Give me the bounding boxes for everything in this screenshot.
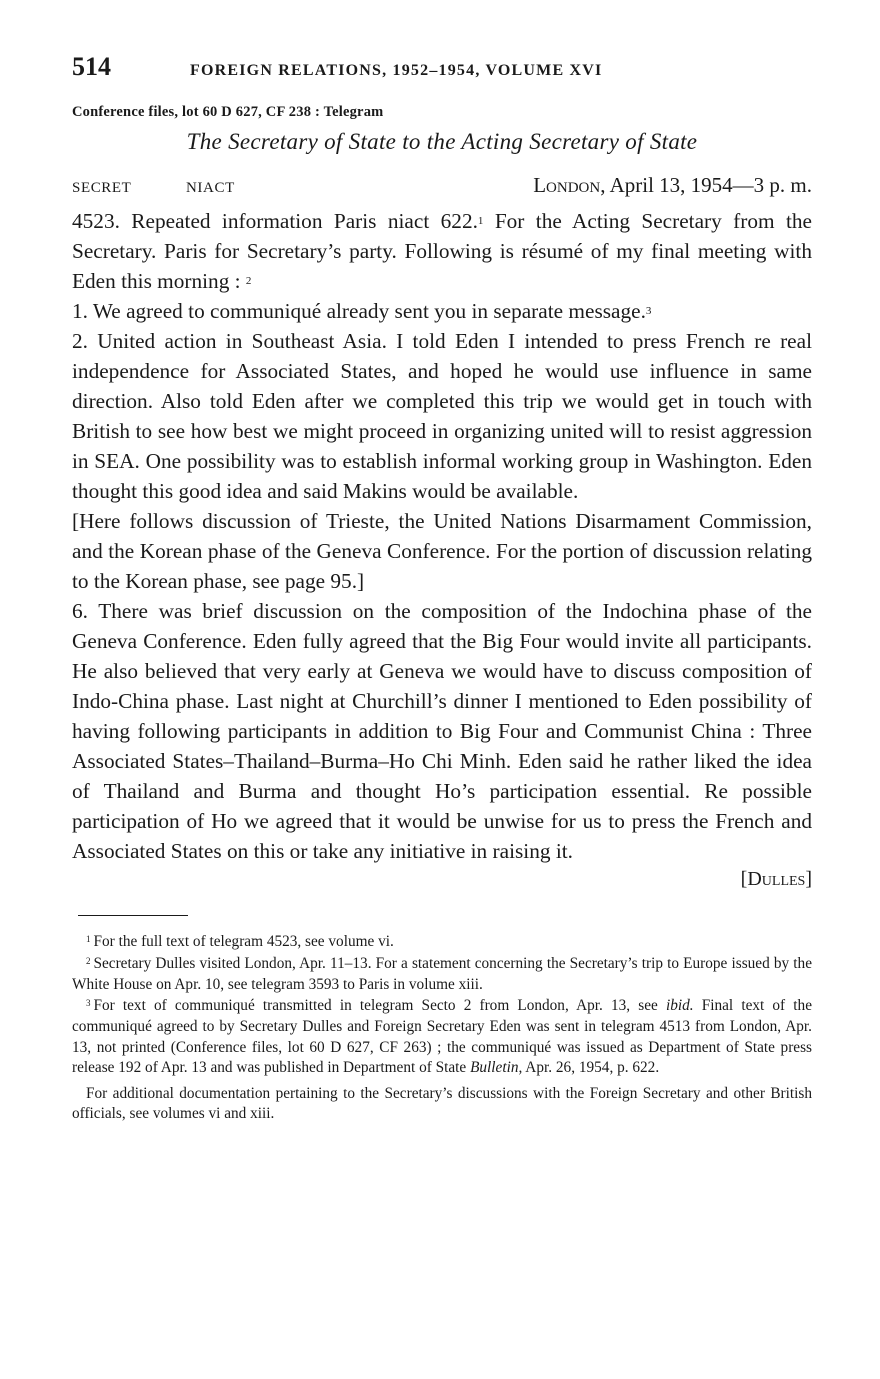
footnote-text: ibid. [665,996,694,1014]
footnote-text: For the full text of telegram 4523, see volume vi. [93,933,394,950]
place: London, [533,173,606,197]
place-date [533,173,812,198]
footnote-ref-2[interactable]: 2 [245,275,252,287]
footnote-text: Secretary Dulles visited London, Apr. 11–13. For a statement concerning the Secretary’s trip to Europe issued by the White House on Apr. 10, see telegram 3593 to Paris in volume xiii. [72,954,812,993]
dateline [72,173,812,198]
paragraph-text: 4523. Repeated information Paris niact 622. [72,209,478,233]
page-number: 514 [72,52,111,81]
footnote-1 [72,932,812,954]
editorial-note: [Here follows discussion of Trieste, the United Nations Disarmament Commission, and the Korean phase of the Geneva Conference. For the portion of discussion relating to the Korean phase, see page 95.] [72,509,812,593]
additional-documentation-note: For additional documentation pertaining to the Secretary’s discussions with the Foreign Secretary and other British officials, see volumes vi and xiii. [72,1084,812,1122]
date: April 13, 1954—3 p. m. [609,173,812,197]
paragraph-text: 1. We agreed to communiqué already sent you in separate message. [72,299,646,323]
paragraph-item-6: 6. There was brief discussion on the composition of the Indochina phase of the Geneva Conference. Eden fully agreed that the Big Four would invite all participants. He also believed that very early at Geneva we would have to discuss composition of Indo-China phase. Last night at Churchill’s dinner I mentioned to Eden possibility of having following participants in addition to Big Four and Communist China : Three Associated States–Thailand–Burma–Ho Chi Minh. Eden said he rather liked the idea of Thailand and Burma and thought Ho’s participation essential. Re possible participation of Ho we agreed that it would be unwise for us to press the French and Associated States on this or take any initiative in raising it. [72,599,812,863]
signature [72,868,812,891]
footnote-mark: 2 [86,955,91,966]
footnote-text: Apr. 26, 1954, p. 622. [522,1059,660,1076]
precedence-label: NIACT [186,180,235,196]
document-page [72,52,812,1125]
footnotes [72,932,812,1125]
footnote-ref-3[interactable]: 3 [645,305,652,317]
footnote-text: Final text of the communiqué agreed to by Secretary Dulles and Foreign Secretary Eden was sent in telegram 4513 from London, Apr. 13, not printed (Conference files, lot 60 D 627, CF 263) ; the communiqué was issued as Department of State press release 192 of Apr. 13 and was published in Department of State [72,996,812,1076]
running-head-title: FOREIGN RELATIONS, 1952–1954, VOLUME XVI [190,62,603,79]
footnote-3 [72,996,812,1079]
telegram-body [72,206,812,866]
paragraph-item-2: 2. United action in Southeast Asia. I told Eden I intended to press French re real independence for Associated States, and hoped he would use influence in same direction. Also told Eden after we completed this trip we would get in touch with British to see how best we might proceed in organizing united will to resist aggression in SEA. One possibility was to establish informal working group in Washington. Eden thought this good idea and said Makins would be available. [72,329,812,503]
footnote-mark: 1 [86,934,91,944]
document-title: The Secretary of State to the Acting Secretary of State [186,129,698,154]
paragraph-text: For the Acting Secretary from the Secretary. Paris for Secretary’s party. Following is résumé of my final meeting with Eden this morning : [72,209,812,293]
footnote-ref-1[interactable]: 1 [477,215,484,227]
source-note: Conference files, lot 60 D 627, CF 238 : Telegram [72,104,384,120]
paragraph-intro [72,206,812,296]
running-head [72,52,812,88]
signature-name: [Dulles] [740,868,812,890]
classification-label: SECRET [72,180,132,196]
footnote-divider [78,915,188,916]
footnote-2 [72,954,812,996]
footnote-text: Bulletin, [470,1059,523,1076]
footnote-mark: 3 [86,997,91,1008]
footnote-text: For text of communiqué transmitted in telegram Secto 2 from London, Apr. 13, see [93,996,666,1014]
paragraph-item-1 [72,296,812,326]
